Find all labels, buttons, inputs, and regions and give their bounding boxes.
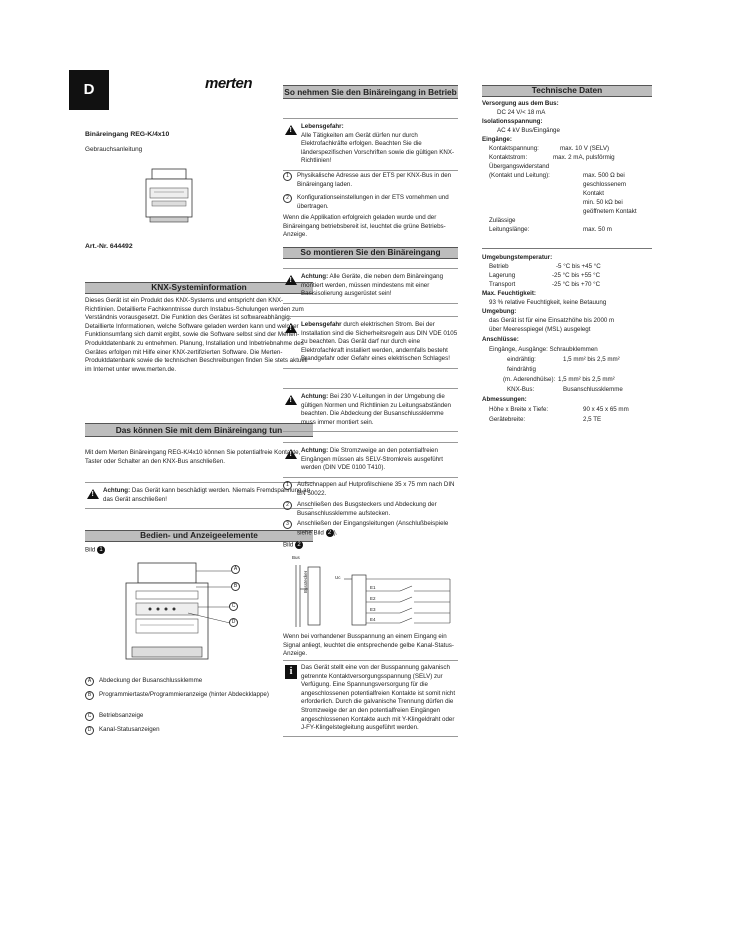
note-label: Achtung:: [301, 393, 329, 400]
figure-2-label: [283, 541, 303, 550]
spec-key: Lagerung: [489, 272, 516, 279]
spec-key: Übergangswiderstand: [489, 163, 550, 170]
humidity-value: 93 % relative Feuchtigkeit, keine Betauung: [489, 299, 607, 306]
installation-step: [283, 520, 457, 538]
warning-icon: [285, 275, 297, 285]
spec-key: KNX-Bus:: [507, 386, 535, 393]
installation-note: [283, 442, 458, 478]
caution-text: Das Gerät kann beschädigt werden. Niemals Fremdspannung an das Gerät anschließen!: [103, 487, 311, 503]
inputs-label: Eingänge:: [482, 136, 512, 143]
brand-logo: merten: [205, 75, 253, 92]
step-number: 3: [283, 520, 292, 529]
step-number: 2: [283, 194, 292, 203]
legend-key: A: [85, 677, 94, 686]
bus-label: Bus: [292, 555, 300, 560]
busstecker-label: Busstecker: [303, 570, 308, 593]
warning-icon: [87, 489, 99, 499]
spec-key: Gerätebreite:: [489, 416, 526, 423]
danger-note: [283, 118, 458, 171]
section-header-installation: So montieren Sie den Binäreingang: [283, 247, 458, 259]
figure-1-label: [85, 546, 105, 555]
callout-a: [231, 565, 246, 575]
connections-line: Eingänge, Ausgänge: Schraubklemmen: [489, 346, 598, 353]
article-number: Art.-Nr. 644492: [85, 243, 133, 250]
spec-key: Leitungslänge:: [489, 226, 530, 233]
knx-text: Dieses Gerät ist ein Produkt des KNX-Systems und entspricht den KNX-Richtlinien. Detaillierte Fachkenntnisse durch Instabus-Schulungen werden zum Verständnis vorausgesetzt. Die Funktion des Gerätes ist softwareabhängig. Detaillierte Informationen, welche Software geladen werden kann und welcher Funktionsumfang sich damit ergibt, sowie die Software selbst sind der Merten-Produktdatenbank zu entnehmen. Planung, Installation und Inbetriebnahme des Gerätes erfolgen mit Hilfe einer KNX-zertifizierten Software. Die Merten-Produktdatenbank sowie die technischen Beschreibungen finden Sie stets aktuell im Internet unter www.merten.de.: [85, 297, 308, 373]
callout-b: [231, 582, 246, 592]
isolation-label: Isolationsspannung:: [482, 118, 543, 125]
callout-a-marker: A: [231, 565, 240, 574]
humidity-label: Max. Feuchtigkeit:: [482, 290, 536, 297]
capabilities-text: Mit dem Merten Binäreingang REG-K/4x10 können Sie potentialfreie Kontakte, Taster oder Schalter an den KNX-Bus anschließen.: [85, 449, 301, 465]
spec-value: max. 10 V (SELV): [560, 145, 610, 152]
environment-value: über Meeresspiegel (MSL) ausgelegt: [489, 326, 591, 333]
input-e2-label: E2: [370, 596, 376, 601]
spec-key: Höhe x Breite x Tiefe:: [489, 406, 549, 413]
uc-label: Uc: [335, 575, 341, 580]
supply-label: Versorgung aus dem Bus:: [482, 100, 559, 107]
spec-key: Kontaktstrom:: [489, 154, 528, 161]
input-e3-label: E3: [370, 607, 376, 612]
legend-key: D: [85, 726, 94, 735]
callout-c: [229, 602, 244, 612]
product-subtitle: Gebrauchsanleitung: [85, 146, 143, 153]
spec-key: feindrähtig: [507, 366, 536, 373]
note-label: Lebensgefahr: [301, 321, 342, 328]
warning-icon: [285, 395, 297, 405]
caution-label: Achtung:: [103, 487, 131, 494]
spec-value: max. 500 Ω bei: [583, 172, 625, 179]
step-text: Aufschnappen auf Hutprofilschiene 35 x 75 mm nach DIN EN 50022.: [297, 481, 455, 497]
warning-icon: [285, 125, 297, 135]
note-text: Bei 230 V-Leitungen in der Umgebung die gültigen Normen und Richtlinien zu Leitungsabständen beachten. Die Abdeckung der Busanschlussklemme muss immer montiert sein.: [301, 393, 451, 426]
step-number: 2: [283, 501, 292, 510]
commissioning-step: [283, 172, 457, 189]
spec-value: geschlossenem: [583, 181, 626, 188]
spec-key: Betrieb: [489, 263, 509, 270]
dimensions-label: Abmessungen:: [482, 396, 527, 403]
spec-value: -25 °C bis +70 °C: [552, 281, 601, 288]
spec-value: Kontakt: [583, 190, 604, 197]
isolation-value: AC 4 kV Bus/Eingänge: [497, 127, 560, 134]
installation-note: [283, 316, 458, 369]
spec-value: max. 2 mA, pulsförmig: [553, 154, 615, 161]
environment-value: das Gerät ist für eine Einsatzhöhe bis 2000 m: [489, 317, 615, 324]
installation-note: [283, 388, 458, 432]
spec-value: Busanschlussklemme: [563, 386, 623, 393]
legend-key: B: [85, 691, 94, 700]
spec-value: geöffnetem Kontakt: [583, 208, 637, 215]
legend-text: Programmiertaste/Programmieranzeige (hinter Abdeckklappe): [99, 691, 269, 698]
input-e1-label: E1: [370, 585, 376, 590]
note-label: Achtung:: [301, 273, 329, 280]
danger-text: Alle Tätigkeiten am Gerät dürfen nur durch Elektrofachkräfte erfolgen. Beachten Sie die länderspezifischen Vorschriften sowie die gültigen KNX-Richtlinien!: [301, 131, 455, 165]
spec-value: 2,5 TE: [583, 416, 602, 423]
note-text: durch elektrischen Strom. Bei der Installation sind die Sicherheitsregeln aus DIN VDE 0105 zu beachten. Das Gerät darf nur durch eine Elektrofachkraft installiert werden, andernfalls besteht Brandgefahr oder Gefahr eines elektrischen Schlages!: [301, 321, 458, 363]
callout-c-marker: C: [229, 602, 238, 611]
note-text: Die Stromzweige an den potentialfreien Eingängen müssen als SELV-Stromkreis ausgeführt werden (DIN VDE 0100 T410).: [301, 447, 443, 472]
spec-key: (Kontakt und Leitung):: [489, 172, 550, 179]
info-text: Das Gerät stellt eine von der Busspannung galvanisch getrennte Kontaktversorgungsspannung (SELV) zur Verfügung. Eine Spannungsversorgung für die angeschlossenen potentialfreien Kontakte ist somit nicht erforderlich. Durch die galvanische Trennung dürfen die Stromzweige der an den potentialfreien Eingängen angeschlossenen Kontakte auch mit Y-Klingeldraht oder J-FY-Klingelstegleitung ausgeführt werden.: [301, 664, 456, 732]
figure-1-number: 1: [97, 546, 105, 554]
step-number: 1: [283, 172, 292, 181]
spec-value: -25 °C bis +55 °C: [552, 272, 601, 279]
environment-label: Umgebung:: [482, 308, 517, 315]
step-text-end: ).: [333, 529, 338, 537]
figure-1-word: Bild: [85, 546, 96, 554]
spec-value: 90 x 45 x 65 mm: [583, 406, 629, 413]
figure-2-ref: 2: [326, 529, 334, 537]
callout-d-marker: D: [229, 618, 238, 627]
spec-key: Kontaktspannung:: [489, 145, 539, 152]
step-text: Physikalische Adresse aus der ETS per KNX-Bus in den Binäreingang laden.: [297, 172, 452, 188]
spec-value: -5 °C bis +45 °C: [556, 263, 601, 270]
divider: [482, 248, 652, 249]
spec-value: min. 50 kΩ bei: [583, 199, 623, 206]
legend-item: [85, 691, 299, 700]
legend-text: Abdeckung der Busanschlussklemme: [99, 677, 203, 684]
device-thumbnail: [140, 166, 198, 224]
commissioning-result-text: Wenn die Applikation erfolgreich geladen wurde und der Binäreingang betriebsbereit ist, leuchtet die grüne Betriebs-Anzeige.: [283, 214, 446, 239]
supply-value: DC 24 V/< 18 mA: [497, 109, 546, 116]
step-text: Konfigurationseinstellungen in der ETS vornehmen und übertragen.: [297, 194, 449, 210]
step-number: 1: [283, 481, 292, 490]
note-text: Alle Geräte, die neben dem Binäreingang montiert werden, müssen mindestens mit einer Basisisolierung ausgerüstet sein!: [301, 273, 444, 298]
danger-label: Lebensgefahr:: [301, 123, 344, 130]
channel-status-text: Wenn bei vorhandener Busspannung an einem Eingang ein Signal anliegt, leuchtet die entsprechende gelbe Kanal-Status-Anzeige.: [283, 633, 454, 658]
spec-value: max. 50 m: [583, 226, 612, 233]
figure-2-number: 2: [295, 541, 303, 549]
step-text: Anschließen der Eingangsleitungen (Anschlußbeispiele siehe Bild: [297, 520, 449, 537]
step-text: Anschließen des Busgsteckers und Abdeckung der Busanschlussklemme aufstecken.: [297, 501, 437, 517]
caution-note: [85, 482, 313, 509]
legend-key: C: [85, 712, 94, 721]
section-header-tech: Technische Daten: [482, 85, 652, 97]
language-badge: [69, 70, 109, 110]
installation-step: [283, 501, 457, 518]
commissioning-step: [283, 194, 457, 211]
warning-icon: [285, 449, 297, 459]
language-badge-label: D: [83, 81, 95, 98]
section-header-controls: Bedien- und Anzeigeelemente: [85, 530, 313, 542]
legend-text: Betriebsanzeige: [99, 712, 144, 719]
installation-step: [283, 481, 457, 498]
spec-key: Zulässige: [489, 217, 516, 224]
connections-label: Anschlüsse:: [482, 336, 519, 343]
installation-note: [283, 268, 458, 304]
info-note: [283, 660, 458, 737]
warning-icon: [285, 323, 297, 333]
temperature-label: Umgebungstemperatur:: [482, 254, 553, 261]
spec-value: 1,5 mm² bis 2,5 mm²: [563, 356, 620, 363]
spec-value: 1,5 mm² bis 2,5 mm²: [558, 376, 615, 383]
wiring-diagram: [290, 555, 460, 631]
callout-b-marker: B: [231, 582, 240, 591]
note-label: Achtung:: [301, 447, 329, 454]
product-title: Binäreingang REG-K/4x10: [85, 131, 170, 138]
section-header-knx: KNX-Systeminformation: [85, 282, 313, 294]
legend-text: Kanal-Statusanzeigen: [99, 726, 160, 733]
info-icon: i: [285, 665, 297, 679]
spec-key: eindrähtig:: [507, 356, 536, 363]
spec-key: Transport: [489, 281, 516, 288]
section-header-capabilities: Das können Sie mit dem Binäreingang tun: [85, 423, 313, 437]
spec-key: (m. Aderendhülse):: [503, 376, 556, 383]
callout-d: [229, 618, 244, 628]
section-header-commissioning: So nehmen Sie den Binäreingang in Betrieb: [284, 87, 457, 97]
input-e4-label: E4: [370, 617, 376, 622]
figure-2-word: Bild: [283, 541, 294, 549]
